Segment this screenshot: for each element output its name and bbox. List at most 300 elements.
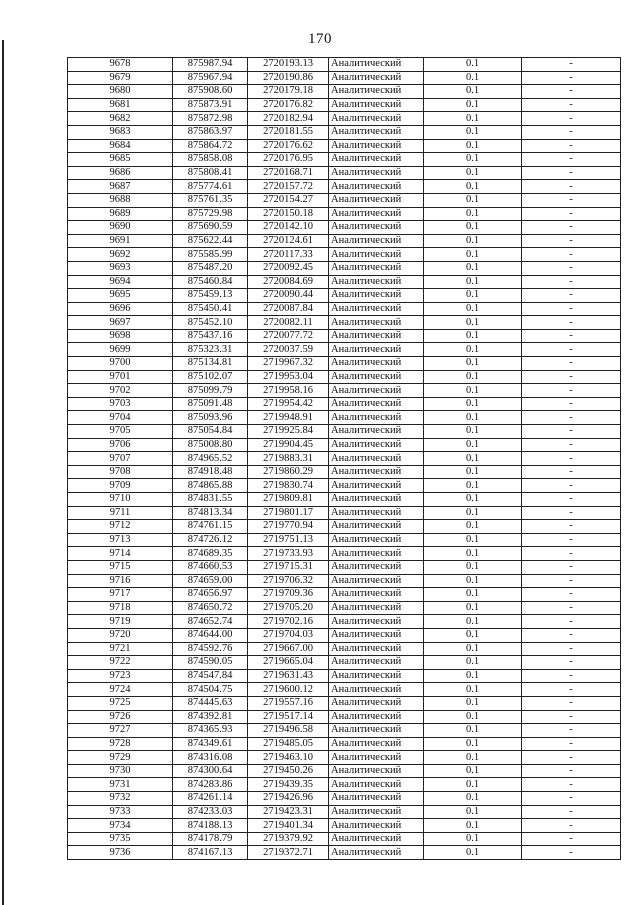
table-row [68,153,621,167]
method-cell: Аналитический [329,153,424,167]
method-cell: Аналитический [329,778,424,792]
accuracy-cell: 0.1 [424,764,522,778]
point-number-cell: 9684 [68,139,173,153]
note-cell: - [522,846,621,860]
y-coordinate-cell: 2719715.31 [248,560,329,574]
point-number-cell: 9719 [68,615,173,629]
method-cell: Аналитический [329,493,424,507]
point-number-cell: 9683 [68,125,173,139]
y-coordinate-cell: 2720154.27 [248,193,329,207]
y-coordinate-cell: 2720117.33 [248,248,329,262]
accuracy-cell: 0.1 [424,71,522,85]
note-cell: - [522,724,621,738]
method-cell: Аналитический [329,683,424,697]
y-coordinate-cell: 2719751.13 [248,533,329,547]
x-coordinate-cell: 875102.07 [173,370,248,384]
x-coordinate-cell: 874965.52 [173,452,248,466]
accuracy-cell: 0.1 [424,425,522,439]
accuracy-cell: 0.1 [424,778,522,792]
y-coordinate-cell: 2719450.26 [248,764,329,778]
y-coordinate-cell: 2720124.61 [248,234,329,248]
y-coordinate-cell: 2719958.16 [248,384,329,398]
accuracy-cell: 0.1 [424,58,522,72]
y-coordinate-cell: 2720084.69 [248,275,329,289]
table-row [68,520,621,534]
point-number-cell: 9709 [68,479,173,493]
method-cell: Аналитический [329,465,424,479]
y-coordinate-cell: 2720176.62 [248,139,329,153]
table-row [68,221,621,235]
y-coordinate-cell: 2719733.93 [248,547,329,561]
point-number-cell: 9735 [68,832,173,846]
point-number-cell: 9700 [68,357,173,371]
point-number-cell: 9687 [68,180,173,194]
accuracy-cell: 0.1 [424,465,522,479]
method-cell: Аналитический [329,98,424,112]
y-coordinate-cell: 2719517.14 [248,710,329,724]
table-row [68,778,621,792]
x-coordinate-cell: 875774.61 [173,180,248,194]
y-coordinate-cell: 2719830.74 [248,479,329,493]
accuracy-cell: 0.1 [424,248,522,262]
accuracy-cell: 0.1 [424,180,522,194]
x-coordinate-cell: 874761.15 [173,520,248,534]
table-row [68,193,621,207]
table-row [68,85,621,99]
point-number-cell: 9734 [68,819,173,833]
note-cell: - [522,737,621,751]
x-coordinate-cell: 875761.35 [173,193,248,207]
note-cell: - [522,397,621,411]
x-coordinate-cell: 875091.48 [173,397,248,411]
x-coordinate-cell: 874831.55 [173,493,248,507]
x-coordinate-cell: 875450.41 [173,302,248,316]
method-cell: Аналитический [329,234,424,248]
table-row [68,234,621,248]
note-cell: - [522,316,621,330]
point-number-cell: 9727 [68,724,173,738]
x-coordinate-cell: 875967.94 [173,71,248,85]
note-cell: - [522,493,621,507]
point-number-cell: 9706 [68,438,173,452]
y-coordinate-cell: 2719860.29 [248,465,329,479]
point-number-cell: 9736 [68,846,173,860]
point-number-cell: 9715 [68,560,173,574]
table-row [68,397,621,411]
method-cell: Аналитический [329,125,424,139]
y-coordinate-cell: 2719667.00 [248,642,329,656]
y-coordinate-cell: 2720193.13 [248,58,329,72]
point-number-cell: 9725 [68,696,173,710]
table-row [68,615,621,629]
point-number-cell: 9708 [68,465,173,479]
y-coordinate-cell: 2719665.04 [248,656,329,670]
note-cell: - [522,574,621,588]
point-number-cell: 9713 [68,533,173,547]
table-row [68,696,621,710]
y-coordinate-cell: 2720090.44 [248,289,329,303]
accuracy-cell: 0.1 [424,207,522,221]
point-number-cell: 9729 [68,751,173,765]
y-coordinate-cell: 2719904.45 [248,438,329,452]
accuracy-cell: 0.1 [424,275,522,289]
table-row [68,112,621,126]
note-cell: - [522,425,621,439]
note-cell: - [522,615,621,629]
accuracy-cell: 0.1 [424,628,522,642]
x-coordinate-cell: 875460.84 [173,275,248,289]
y-coordinate-cell: 2719600.12 [248,683,329,697]
accuracy-cell: 0.1 [424,343,522,357]
x-coordinate-cell: 875622.44 [173,234,248,248]
y-coordinate-cell: 2719631.43 [248,669,329,683]
method-cell: Аналитический [329,329,424,343]
method-cell: Аналитический [329,275,424,289]
note-cell: - [522,58,621,72]
table-row [68,560,621,574]
method-cell: Аналитический [329,166,424,180]
x-coordinate-cell: 874918.48 [173,465,248,479]
note-cell: - [522,153,621,167]
accuracy-cell: 0.1 [424,615,522,629]
accuracy-cell: 0.1 [424,289,522,303]
table-row [68,384,621,398]
accuracy-cell: 0.1 [424,139,522,153]
point-number-cell: 9711 [68,506,173,520]
point-number-cell: 9695 [68,289,173,303]
point-number-cell: 9693 [68,261,173,275]
method-cell: Аналитический [329,547,424,561]
table-row [68,574,621,588]
table-row [68,425,621,439]
y-coordinate-cell: 2720182.94 [248,112,329,126]
method-cell: Аналитический [329,669,424,683]
y-coordinate-cell: 2720176.82 [248,98,329,112]
x-coordinate-cell: 875323.31 [173,343,248,357]
note-cell: - [522,628,621,642]
accuracy-cell: 0.1 [424,384,522,398]
table-row [68,683,621,697]
table-row [68,805,621,819]
method-cell: Аналитический [329,588,424,602]
accuracy-cell: 0.1 [424,588,522,602]
point-number-cell: 9730 [68,764,173,778]
point-number-cell: 9699 [68,343,173,357]
accuracy-cell: 0.1 [424,221,522,235]
table-row [68,642,621,656]
x-coordinate-cell: 875863.97 [173,125,248,139]
method-cell: Аналитический [329,221,424,235]
x-coordinate-cell: 874547.84 [173,669,248,683]
x-coordinate-cell: 874167.13 [173,846,248,860]
method-cell: Аналитический [329,58,424,72]
x-coordinate-cell: 875873.91 [173,98,248,112]
y-coordinate-cell: 2719709.36 [248,588,329,602]
table-row [68,411,621,425]
accuracy-cell: 0.1 [424,85,522,99]
method-cell: Аналитический [329,411,424,425]
table-row [68,275,621,289]
note-cell: - [522,98,621,112]
note-cell: - [522,438,621,452]
y-coordinate-cell: 2719704.03 [248,628,329,642]
accuracy-cell: 0.1 [424,261,522,275]
x-coordinate-cell: 875585.99 [173,248,248,262]
note-cell: - [522,248,621,262]
accuracy-cell: 0.1 [424,397,522,411]
note-cell: - [522,642,621,656]
x-coordinate-cell: 874188.13 [173,819,248,833]
x-coordinate-cell: 874504.75 [173,683,248,697]
point-number-cell: 9685 [68,153,173,167]
y-coordinate-cell: 2719954.42 [248,397,329,411]
note-cell: - [522,112,621,126]
method-cell: Аналитический [329,85,424,99]
table-row [68,493,621,507]
y-coordinate-cell: 2719967.32 [248,357,329,371]
method-cell: Аналитический [329,248,424,262]
method-cell: Аналитический [329,302,424,316]
point-number-cell: 9707 [68,452,173,466]
x-coordinate-cell: 874865.88 [173,479,248,493]
point-number-cell: 9710 [68,493,173,507]
y-coordinate-cell: 2719401.34 [248,819,329,833]
x-coordinate-cell: 874365.93 [173,724,248,738]
x-coordinate-cell: 874689.35 [173,547,248,561]
method-cell: Аналитический [329,628,424,642]
note-cell: - [522,384,621,398]
y-coordinate-cell: 2719705.20 [248,601,329,615]
point-number-cell: 9732 [68,792,173,806]
note-cell: - [522,805,621,819]
method-cell: Аналитический [329,452,424,466]
y-coordinate-cell: 2719496.58 [248,724,329,738]
point-number-cell: 9681 [68,98,173,112]
table-row [68,438,621,452]
note-cell: - [522,588,621,602]
method-cell: Аналитический [329,112,424,126]
method-cell: Аналитический [329,479,424,493]
coordinates-table-body [68,58,621,860]
x-coordinate-cell: 875729.98 [173,207,248,221]
table-row [68,248,621,262]
table-row [68,180,621,194]
note-cell: - [522,329,621,343]
accuracy-cell: 0.1 [424,98,522,112]
point-number-cell: 9697 [68,316,173,330]
accuracy-cell: 0.1 [424,737,522,751]
x-coordinate-cell: 875093.96 [173,411,248,425]
table-row [68,533,621,547]
table-row [68,628,621,642]
y-coordinate-cell: 2720157.72 [248,180,329,194]
x-coordinate-cell: 875134.81 [173,357,248,371]
y-coordinate-cell: 2719706.32 [248,574,329,588]
note-cell: - [522,533,621,547]
y-coordinate-cell: 2720142.10 [248,221,329,235]
note-cell: - [522,832,621,846]
note-cell: - [522,520,621,534]
point-number-cell: 9716 [68,574,173,588]
x-coordinate-cell: 875452.10 [173,316,248,330]
accuracy-cell: 0.1 [424,547,522,561]
accuracy-cell: 0.1 [424,411,522,425]
point-number-cell: 9689 [68,207,173,221]
method-cell: Аналитический [329,710,424,724]
x-coordinate-cell: 874283.86 [173,778,248,792]
method-cell: Аналитический [329,261,424,275]
y-coordinate-cell: 2719953.04 [248,370,329,384]
point-number-cell: 9688 [68,193,173,207]
method-cell: Аналитический [329,832,424,846]
point-number-cell: 9703 [68,397,173,411]
x-coordinate-cell: 874233.03 [173,805,248,819]
table-row [68,764,621,778]
accuracy-cell: 0.1 [424,642,522,656]
accuracy-cell: 0.1 [424,193,522,207]
point-number-cell: 9717 [68,588,173,602]
x-coordinate-cell: 875864.72 [173,139,248,153]
note-cell: - [522,683,621,697]
point-number-cell: 9691 [68,234,173,248]
table-row [68,846,621,860]
table-row [68,139,621,153]
y-coordinate-cell: 2719423.31 [248,805,329,819]
table-row [68,98,621,112]
table-row [68,370,621,384]
y-coordinate-cell: 2719463.10 [248,751,329,765]
point-number-cell: 9728 [68,737,173,751]
method-cell: Аналитический [329,574,424,588]
note-cell: - [522,166,621,180]
note-cell: - [522,234,621,248]
x-coordinate-cell: 874652.74 [173,615,248,629]
accuracy-cell: 0.1 [424,751,522,765]
y-coordinate-cell: 2719372.71 [248,846,329,860]
point-number-cell: 9722 [68,656,173,670]
table-row [68,58,621,72]
y-coordinate-cell: 2719439.35 [248,778,329,792]
note-cell: - [522,656,621,670]
table-row [68,601,621,615]
note-cell: - [522,506,621,520]
note-cell: - [522,370,621,384]
table-row [68,710,621,724]
note-cell: - [522,751,621,765]
method-cell: Аналитический [329,316,424,330]
note-cell: - [522,85,621,99]
accuracy-cell: 0.1 [424,819,522,833]
y-coordinate-cell: 2719948.91 [248,411,329,425]
coordinates-table [67,57,621,860]
note-cell: - [522,221,621,235]
note-cell: - [522,778,621,792]
x-coordinate-cell: 875987.94 [173,58,248,72]
point-number-cell: 9721 [68,642,173,656]
x-coordinate-cell: 874656.97 [173,588,248,602]
y-coordinate-cell: 2719770.94 [248,520,329,534]
note-cell: - [522,289,621,303]
note-cell: - [522,465,621,479]
method-cell: Аналитический [329,207,424,221]
accuracy-cell: 0.1 [424,357,522,371]
accuracy-cell: 0.1 [424,302,522,316]
point-number-cell: 9723 [68,669,173,683]
accuracy-cell: 0.1 [424,560,522,574]
accuracy-cell: 0.1 [424,696,522,710]
x-coordinate-cell: 874650.72 [173,601,248,615]
x-coordinate-cell: 875437.16 [173,329,248,343]
table-row [68,737,621,751]
method-cell: Аналитический [329,71,424,85]
x-coordinate-cell: 874659.00 [173,574,248,588]
note-cell: - [522,411,621,425]
point-number-cell: 9694 [68,275,173,289]
x-coordinate-cell: 875908.60 [173,85,248,99]
x-coordinate-cell: 874726.12 [173,533,248,547]
method-cell: Аналитический [329,139,424,153]
table-row [68,71,621,85]
y-coordinate-cell: 2720168.71 [248,166,329,180]
y-coordinate-cell: 2720179.18 [248,85,329,99]
point-number-cell: 9679 [68,71,173,85]
method-cell: Аналитический [329,751,424,765]
table-row [68,289,621,303]
accuracy-cell: 0.1 [424,329,522,343]
table-row [68,343,621,357]
point-number-cell: 9682 [68,112,173,126]
y-coordinate-cell: 2719426.96 [248,792,329,806]
method-cell: Аналитический [329,397,424,411]
note-cell: - [522,139,621,153]
note-cell: - [522,343,621,357]
y-coordinate-cell: 2720087.84 [248,302,329,316]
x-coordinate-cell: 875808.41 [173,166,248,180]
scan-edge-line [2,40,4,905]
point-number-cell: 9720 [68,628,173,642]
method-cell: Аналитический [329,737,424,751]
table-row [68,751,621,765]
x-coordinate-cell: 875008.80 [173,438,248,452]
x-coordinate-cell: 874392.81 [173,710,248,724]
y-coordinate-cell: 2720181.55 [248,125,329,139]
table-row [68,506,621,520]
accuracy-cell: 0.1 [424,520,522,534]
note-cell: - [522,601,621,615]
x-coordinate-cell: 875459.13 [173,289,248,303]
table-row [68,452,621,466]
x-coordinate-cell: 874660.53 [173,560,248,574]
method-cell: Аналитический [329,724,424,738]
note-cell: - [522,302,621,316]
point-number-cell: 9701 [68,370,173,384]
note-cell: - [522,125,621,139]
method-cell: Аналитический [329,560,424,574]
point-number-cell: 9702 [68,384,173,398]
note-cell: - [522,275,621,289]
method-cell: Аналитический [329,343,424,357]
accuracy-cell: 0.1 [424,724,522,738]
page-number: 170 [308,31,332,47]
y-coordinate-cell: 2719801.17 [248,506,329,520]
table-row [68,588,621,602]
note-cell: - [522,710,621,724]
note-cell: - [522,560,621,574]
method-cell: Аналитический [329,601,424,615]
note-cell: - [522,71,621,85]
y-coordinate-cell: 2720150.18 [248,207,329,221]
accuracy-cell: 0.1 [424,669,522,683]
